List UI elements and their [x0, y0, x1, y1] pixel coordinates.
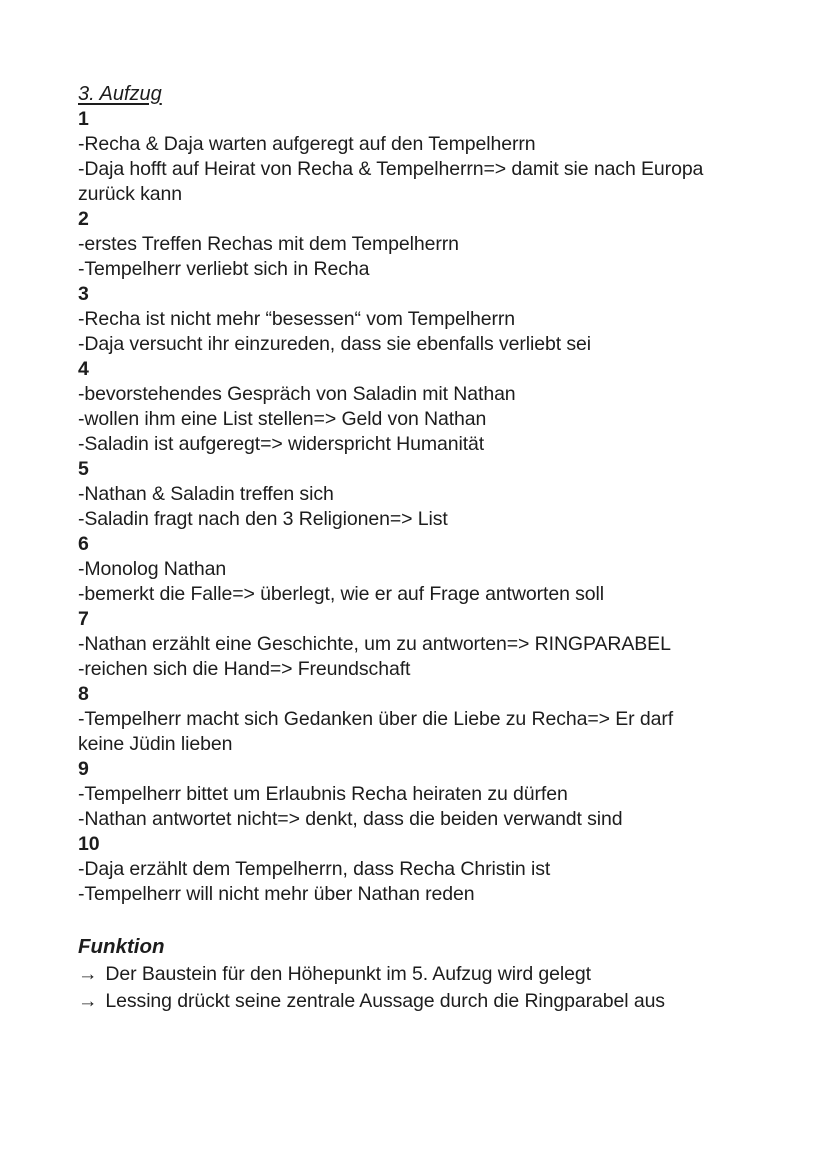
- funktion-item: [78, 961, 788, 988]
- note-line: -Tempelherr will nicht mehr über Nathan reden: [78, 883, 475, 905]
- note-line: -erstes Treffen Rechas mit dem Tempelherrn: [78, 233, 459, 255]
- scene-number: 6: [78, 533, 89, 555]
- scene-number: 7: [78, 608, 89, 630]
- note-line: -Saladin fragt nach den 3 Religionen=> List: [78, 508, 448, 530]
- funktion-block: [78, 933, 788, 1014]
- note-line: -Saladin ist aufgeregt=> widerspricht Humanität: [78, 433, 485, 455]
- scene-section: [78, 682, 788, 757]
- note-line: -reichen sich die Hand=> Freundschaft: [78, 658, 411, 680]
- funktion-heading: Funktion: [78, 935, 165, 958]
- scene-number: 5: [78, 458, 89, 480]
- note-line: -Recha ist nicht mehr “besessen“ vom Tempelherrn: [78, 308, 516, 330]
- note-line: -Tempelherr verliebt sich in Recha: [78, 258, 370, 280]
- note-line: -wollen ihm eine List stellen=> Geld von Nathan: [78, 408, 487, 430]
- scene-number: 8: [78, 683, 89, 705]
- note-line: -Tempelherr bittet um Erlaubnis Recha heiraten zu dürfen: [78, 783, 568, 805]
- scene-number: 9: [78, 758, 89, 780]
- scene-section: [78, 607, 788, 682]
- scene-number: 2: [78, 208, 89, 230]
- note-line: -bevorstehendes Gespräch von Saladin mit Nathan: [78, 383, 516, 405]
- note-line: -Nathan antwortet nicht=> denkt, dass die beiden verwandt sind: [78, 808, 623, 830]
- right-arrow-icon: →: [78, 989, 98, 1012]
- scene-number: 1: [78, 108, 89, 130]
- funktion-item: [78, 988, 788, 1015]
- funktion-item-text: Der Baustein für den Höhepunkt im 5. Aufzug wird gelegt: [105, 963, 591, 985]
- scene-section: [78, 532, 788, 607]
- note-line: -Nathan erzählt eine Geschichte, um zu antworten=> RINGPARABEL: [78, 633, 671, 655]
- note-line: -Recha & Daja warten aufgeregt auf den Tempelherrn: [78, 133, 536, 155]
- funktion-items: [78, 961, 788, 1014]
- note-line: -Daja erzählt dem Tempelherrn, dass Recha Christin ist: [78, 858, 551, 880]
- right-arrow-icon: →: [78, 963, 98, 985]
- scene-section: [78, 282, 788, 357]
- note-line: -Tempelherr macht sich Gedanken über die Liebe zu Recha=> Er darf: [78, 708, 674, 730]
- funktion-item-text: Lessing drückt seine zentrale Aussage durch die Ringparabel aus: [105, 989, 665, 1012]
- scene-section: [78, 107, 788, 207]
- scene-section: [78, 457, 788, 532]
- note-line: -bemerkt die Falle=> überlegt, wie er auf Frage antworten soll: [78, 583, 604, 605]
- scene-number: 4: [78, 358, 89, 380]
- note-line: -Daja versucht ihr einzureden, dass sie ebenfalls verliebt sei: [78, 333, 591, 355]
- note-line: zurück kann: [78, 183, 183, 205]
- note-line: -Nathan & Saladin treffen sich: [78, 483, 334, 505]
- scene-section: [78, 207, 788, 282]
- note-line: -Monolog Nathan: [78, 558, 227, 580]
- page-title: 3. Aufzug: [78, 83, 162, 105]
- scene-section: [78, 757, 788, 832]
- scene-number: 3: [78, 283, 89, 305]
- note-line: keine Jüdin lieben: [78, 733, 233, 755]
- act-notes: [78, 107, 788, 907]
- scene-section: [78, 357, 788, 457]
- note-line: -Daja hofft auf Heirat von Recha & Tempelherrn=> damit sie nach Europa: [78, 158, 704, 180]
- scene-section: [78, 832, 788, 907]
- scene-number: 10: [78, 833, 100, 855]
